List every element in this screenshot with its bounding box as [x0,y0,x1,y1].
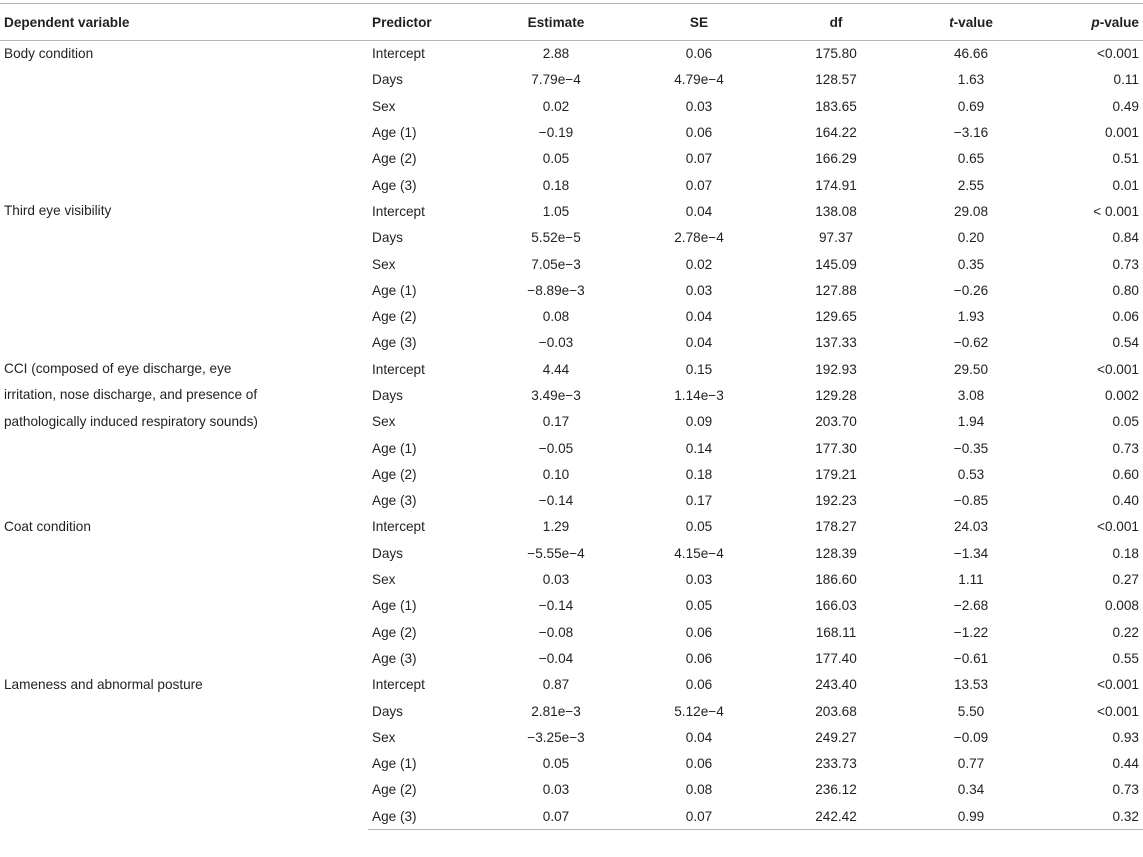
cell-predictor: Age (1) [372,125,417,141]
cell-t-value: 0.20 [957,230,985,246]
cell-p-value: <0.001 [1097,361,1139,377]
cell-predictor: Age (2) [372,466,417,482]
cell-se: 0.05 [685,519,713,535]
cell-predictor: Age (2) [372,782,417,798]
cell-t-value: −2.68 [953,598,989,614]
cell-se: 0.07 [629,803,769,829]
header-dependent-variable: Dependent variable [0,4,368,41]
cell-estimate: 0.05 [542,151,570,167]
header-t-value [903,4,1039,41]
cell-t-value: 0.69 [957,98,985,114]
cell-se: 0.03 [685,572,713,588]
cell-predictor: Intercept [372,203,425,219]
cell-df: 166.29 [815,151,857,167]
cell-dependent-variable [0,41,368,199]
cell-se: 0.08 [685,782,713,798]
cell-predictor: Intercept [372,46,425,62]
cell-t-value: 29.50 [953,361,989,377]
cell-predictor: Age (2) [372,624,417,640]
cell-estimate: 0.07 [483,803,629,829]
cell-df: 137.33 [815,335,857,351]
cell-estimate: 0.05 [542,756,570,772]
cell-df: 168.11 [815,624,857,640]
cell-df: 138.08 [815,203,857,219]
cell-estimate: 0.08 [542,309,570,325]
cell-df: 192.23 [815,493,857,509]
cell-p-value: 0.73 [1112,782,1139,798]
cell-se: 0.06 [685,756,713,772]
cell-estimate: 1.29 [542,519,570,535]
cell-estimate: −0.04 [538,650,574,666]
cell-p-value: 0.002 [1104,388,1139,403]
cell-predictor: Age (1) [372,756,417,772]
results-table [0,3,1143,830]
cell-t-value: −1.22 [953,624,989,640]
cell-df: 236.12 [815,782,857,798]
cell-se: 1.14e−3 [674,388,724,403]
cell-estimate: −3.25e−3 [527,729,585,745]
header-estimate: Estimate [483,4,629,41]
header-row [0,4,1143,41]
dependent-variable-line: CCI (composed of eye discharge, eye [4,361,232,377]
header-se: SE [629,4,769,41]
table-body [0,41,1143,830]
header-p-value [1039,4,1143,41]
cell-t-value: 0.34 [957,782,985,798]
cell-t-value: 1.94 [957,414,985,430]
cell-se: 0.04 [685,203,713,219]
cell-estimate: −0.08 [538,624,574,640]
cell-t-value: 24.03 [953,519,989,535]
cell-df: 177.30 [815,440,857,456]
cell-df: 97.37 [818,230,854,246]
cell-p-value: <0.001 [1097,46,1139,62]
cell-estimate: 0.18 [542,177,570,193]
cell-t-value: −0.26 [953,282,989,298]
header-t-value-suffix: -value [953,14,993,30]
cell-dependent-variable [0,356,368,514]
cell-predictor: Age (3) [368,803,483,829]
cell-estimate: 3.49e−3 [531,388,581,403]
cell-p-value: 0.73 [1112,256,1139,272]
cell-p-value: 0.06 [1112,309,1139,325]
cell-se: 0.02 [685,256,713,272]
cell-t-value: 3.08 [957,388,985,403]
cell-se: 0.03 [685,98,713,114]
cell-p-value: 0.22 [1112,624,1139,640]
cell-df: 179.21 [815,466,857,482]
cell-se: 0.06 [685,650,713,666]
cell-df: 233.73 [815,756,857,772]
cell-estimate: −0.14 [538,493,574,509]
dependent-variable-line: pathologically induced respiratory sounds) [4,413,258,429]
dependent-variable-label: Third eye visibility [4,203,112,219]
cell-p-value: 0.11 [1113,72,1139,88]
cell-predictor: Age (1) [372,440,417,456]
cell-p-value: 0.18 [1112,545,1139,561]
cell-estimate: −8.89e−3 [527,282,585,298]
cell-t-value: 2.55 [957,177,985,193]
cell-p-value: 0.55 [1112,650,1139,666]
cell-se: 0.09 [685,414,713,430]
cell-t-value: 46.66 [953,46,989,62]
cell-estimate: −0.19 [538,125,574,141]
cell-t-value: 0.53 [957,466,985,482]
cell-dependent-variable [0,198,368,356]
cell-predictor: Age (3) [372,493,417,509]
cell-t-value: 1.11 [958,572,984,588]
header-df: df [769,4,903,41]
cell-df: 174.91 [815,177,857,193]
cell-estimate: 0.03 [542,572,570,588]
cell-se: 0.04 [685,335,713,351]
cell-se: 0.07 [685,151,713,167]
cell-t-value: −0.85 [953,493,989,509]
table-row [0,198,1143,224]
cell-p-value: 0.44 [1112,756,1139,772]
cell-p-value: 0.40 [1112,493,1139,509]
cell-predictor: Sex [372,572,396,588]
cell-df: 203.70 [815,414,857,430]
cell-df: 242.42 [769,803,903,829]
cell-t-value: −0.09 [953,729,989,745]
header-t-value-italic: t [949,14,954,30]
cell-se: 0.03 [685,282,713,298]
cell-t-value: 29.08 [953,203,989,219]
cell-predictor: Age (3) [372,177,417,193]
cell-predictor: Age (2) [372,151,417,167]
cell-estimate: −0.03 [538,335,574,351]
cell-se: 0.05 [685,598,713,614]
cell-df: 177.40 [815,650,857,666]
cell-df: 164.22 [815,125,857,141]
cell-predictor: Intercept [372,677,425,693]
cell-se: 0.04 [685,729,713,745]
cell-df: 128.39 [815,545,857,561]
cell-estimate: −5.55e−4 [527,545,585,561]
cell-p-value: 0.54 [1112,335,1139,351]
cell-t-value: 0.65 [957,151,985,167]
dependent-variable-label: Coat condition [4,518,91,534]
cell-t-value: −3.16 [953,125,989,141]
cell-predictor: Days [372,703,403,719]
cell-se: 0.17 [685,493,713,509]
cell-se: 0.06 [685,677,713,693]
cell-df: 183.65 [815,98,857,114]
cell-df: 178.27 [815,519,857,535]
cell-se: 2.78e−4 [674,230,724,246]
cell-t-value: 0.77 [957,756,985,772]
cell-df: 129.28 [815,388,857,403]
dependent-variable-label: Body condition [4,46,94,61]
cell-estimate: 7.05e−3 [531,256,581,272]
cell-estimate: 2.88 [542,46,570,62]
cell-p-value: 0.27 [1112,572,1139,588]
cell-t-value: 0.99 [903,803,1039,829]
cell-p-value: 0.60 [1112,466,1139,482]
cell-estimate: 4.44 [542,361,570,377]
cell-t-value: 0.35 [957,256,985,272]
cell-t-value: −0.62 [953,335,989,351]
cell-estimate: 0.03 [542,782,570,798]
cell-se: 0.14 [685,440,713,456]
cell-t-value: 13.53 [953,677,989,693]
cell-df: 128.57 [815,72,857,88]
cell-df: 145.09 [815,256,857,272]
cell-df: 186.60 [815,572,857,588]
cell-t-value: −1.34 [953,545,989,561]
cell-p-value: 0.008 [1104,598,1139,614]
cell-p-value: 0.84 [1112,230,1139,246]
cell-se: 0.15 [685,361,713,377]
cell-p-value: 0.51 [1112,151,1139,167]
cell-predictor: Sex [372,414,396,430]
cell-p-value: 0.80 [1112,282,1139,298]
cell-df: 243.40 [815,677,857,693]
cell-p-value: < 0.001 [1093,203,1139,219]
cell-p-value: <0.001 [1097,519,1139,535]
cell-estimate: −0.05 [538,440,574,456]
cell-p-value: 0.32 [1039,803,1143,829]
table-row [0,672,1143,698]
cell-estimate: 0.87 [542,677,570,693]
cell-se: 4.79e−4 [674,72,724,88]
cell-df: 129.65 [815,309,857,325]
cell-p-value: 0.93 [1112,729,1139,745]
cell-p-value: <0.001 [1097,703,1139,719]
cell-predictor: Days [372,72,403,88]
cell-df: 127.88 [815,282,857,298]
cell-estimate: 5.52e−5 [531,230,581,246]
cell-df: 203.68 [815,703,857,719]
cell-predictor: Intercept [372,519,425,535]
cell-se: 0.07 [685,177,713,193]
cell-df: 249.27 [815,729,857,745]
cell-se: 0.06 [685,46,713,62]
cell-predictor: Age (3) [372,335,417,351]
table-row [0,514,1143,540]
header-p-value-italic: p [1091,14,1100,30]
cell-p-value: 0.49 [1112,98,1139,114]
cell-df: 175.80 [815,46,857,62]
cell-df: 192.93 [815,361,857,377]
cell-p-value: 0.05 [1112,414,1139,430]
cell-predictor: Sex [372,256,396,272]
cell-estimate: 7.79e−4 [531,72,581,88]
cell-estimate: 0.17 [542,414,570,430]
cell-t-value: 1.63 [957,72,985,88]
cell-predictor: Age (2) [372,309,417,325]
dependent-variable-label: Lameness and abnormal posture [4,676,203,692]
cell-predictor: Age (3) [372,650,417,666]
dependent-variable-line: irritation, nose discharge, and presence of [4,387,258,403]
cell-predictor: Age (1) [372,598,417,614]
cell-se: 0.04 [685,309,713,325]
cell-estimate: 0.02 [542,98,570,114]
header-predictor: Predictor [368,4,483,41]
cell-t-value: 1.93 [957,309,985,325]
cell-p-value: 0.001 [1104,125,1139,141]
cell-predictor: Intercept [372,361,425,377]
cell-dependent-variable [0,514,368,672]
cell-se: 0.06 [685,125,713,141]
cell-se: 4.15e−4 [674,545,724,561]
cell-dependent-variable [0,672,368,830]
cell-predictor: Days [372,388,403,403]
cell-predictor: Age (1) [372,282,417,298]
cell-t-value: −0.61 [953,650,989,666]
table-row [0,41,1143,67]
cell-t-value: 5.50 [957,703,985,719]
cell-p-value: 0.01 [1112,177,1139,193]
cell-estimate: 1.05 [542,203,570,219]
cell-predictor: Sex [372,98,396,114]
cell-predictor: Days [372,230,403,246]
cell-p-value: <0.001 [1097,677,1139,693]
table-row [0,356,1143,382]
cell-predictor: Sex [372,729,396,745]
cell-predictor: Days [372,545,403,561]
cell-t-value: −0.35 [953,440,989,456]
cell-estimate: 0.10 [542,466,570,482]
cell-df: 166.03 [815,598,857,614]
cell-p-value: 0.73 [1112,440,1139,456]
cell-estimate: 2.81e−3 [531,703,581,719]
header-p-value-suffix: -value [1099,14,1139,30]
cell-se: 0.18 [685,466,713,482]
cell-se: 5.12e−4 [674,703,724,719]
cell-se: 0.06 [685,624,713,640]
cell-estimate: −0.14 [538,598,574,614]
